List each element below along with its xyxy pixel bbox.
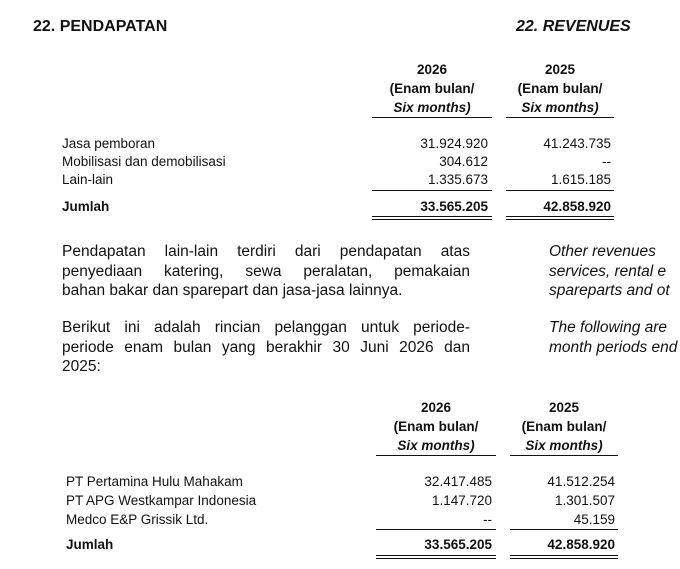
table1-row-value-2026: 1.335.673 (427, 172, 488, 187)
table1-row-value-2026: 31.924.920 (420, 136, 488, 151)
table1-row-value-2025: 41.243.735 (543, 136, 611, 151)
section-title-id: 22. PENDAPATAN (33, 18, 168, 35)
table1-header-2025-year: 2025 (544, 62, 576, 77)
table2-header-2026-line1: (Enam bulan/ (393, 419, 479, 434)
paragraph-line: services, rental e (549, 262, 667, 280)
table1-double-rule-2026-a (372, 216, 492, 217)
table1-subtotal-rule-2025 (506, 190, 614, 191)
paragraph-other-revenues-id (62, 242, 470, 301)
table2-total-2025: 42.858.920 (547, 537, 615, 552)
table2-header-2026-line2: Six months) (376, 436, 496, 456)
paragraph-line: penyediaan katering, sewa peralatan, pemakaian (62, 262, 470, 280)
table1-row-label: Mobilisasi dan demobilisasi (62, 154, 226, 169)
table2-header-2026-year: 2026 (420, 400, 452, 415)
table1-header-2025-line2: Six months) (506, 98, 614, 118)
table1-header-2025-line1: (Enam bulan/ (517, 81, 603, 96)
table1-header-2026-line2: Six months) (372, 98, 492, 118)
table2-row-value-2026: 1.147.720 (431, 493, 492, 508)
paragraph-customers-en (549, 318, 680, 357)
paragraph-line: The following are (549, 319, 668, 336)
table2-total-2026: 33.565.205 (424, 537, 492, 552)
paragraph-line: Pendapatan lain-lain terdiri dari pendapatan atas (62, 243, 470, 260)
paragraph-line: bahan bakar dan sparepart dan jasa-jasa lainnya. (62, 282, 403, 299)
table2-row-label: Medco E&P Grissik Ltd. (66, 512, 209, 527)
table1-row-label: Lain-lain (62, 172, 114, 187)
table2-row-value-2025: 41.512.254 (547, 474, 615, 489)
paragraph-line: Berikut ini adalah rincian pelanggan untuk periode- (62, 319, 470, 336)
table1-total-2026: 33.565.205 (420, 199, 488, 214)
paragraph-line: 2025: (62, 358, 101, 375)
table1-row-value-2025: -- (602, 154, 611, 169)
table2-double-rule-2025-a (510, 555, 618, 556)
table1-row-label: Jasa pemboran (62, 136, 156, 151)
table2-subtotal-rule-2025 (510, 529, 618, 530)
paragraph-line: spareparts and ot (549, 282, 670, 299)
table1-double-rule-2025-a (506, 216, 614, 217)
table1-row-value-2026: 304.612 (439, 154, 488, 169)
paragraph-line: month periods end (549, 338, 678, 356)
table2-double-rule-2026-b (376, 558, 496, 559)
table2-subtotal-rule-2026 (376, 529, 496, 530)
table1-total-2025: 42.858.920 (543, 199, 611, 214)
paragraph-line: periode enam bulan yang berakhir 30 Juni 2026 dan (62, 338, 470, 356)
table1-header-2026-line1: (Enam bulan/ (389, 81, 475, 96)
table2-header-2025-year: 2025 (548, 400, 580, 415)
table2-row-label: PT APG Westkampar Indonesia (66, 493, 257, 508)
table1-double-rule-2025-b (506, 219, 614, 220)
table2-double-rule-2026-a (376, 555, 496, 556)
paragraph-customers-id (62, 318, 470, 377)
table1-header-2026 (372, 60, 492, 118)
table1-total-label: Jumlah (62, 199, 110, 214)
table2-header-2025-line1: (Enam bulan/ (521, 419, 607, 434)
table2-header-2025 (510, 398, 618, 456)
table2-row-value-2025: 1.301.507 (554, 493, 615, 508)
table2-row-value-2025: 45.159 (573, 512, 615, 527)
table1-row-value-2025: 1.615.185 (550, 172, 611, 187)
table2-row-label: PT Pertamina Hulu Mahakam (66, 474, 243, 489)
table2-header-2025-line2: Six months) (510, 436, 618, 456)
table2-header-2026 (376, 398, 496, 456)
table1-header-2025 (506, 60, 614, 118)
table2-double-rule-2025-b (510, 558, 618, 559)
table1-double-rule-2026-b (372, 219, 492, 220)
table2-total-label: Jumlah (66, 537, 114, 552)
paragraph-other-revenues-en (549, 242, 680, 301)
table2-row-value-2026: -- (483, 512, 492, 527)
table1-header-2026-year: 2026 (416, 62, 448, 77)
section-title-en: 22. REVENUES (516, 18, 631, 35)
table2-row-value-2026: 32.417.485 (424, 474, 492, 489)
table1-subtotal-rule-2026 (372, 190, 492, 191)
paragraph-line: Other revenues (549, 243, 656, 260)
